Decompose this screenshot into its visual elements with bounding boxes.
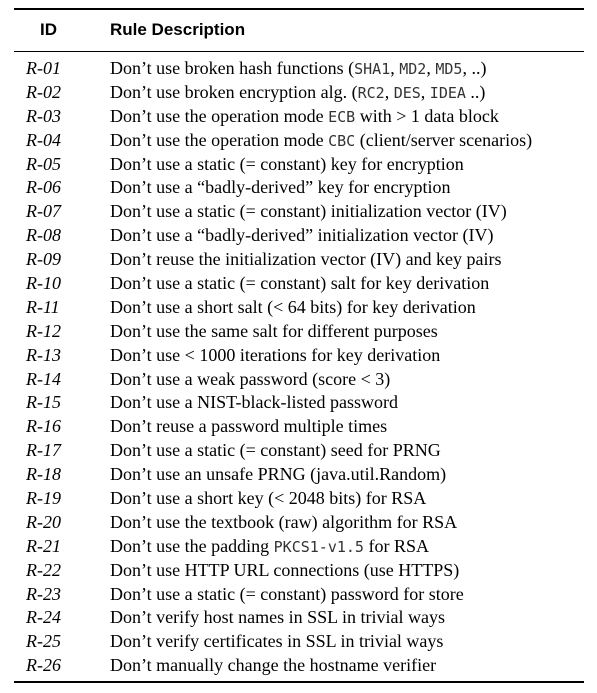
description-text: Don’t reuse a password multiple times [110, 416, 388, 437]
rule-description [108, 83, 584, 101]
rule-description [108, 489, 584, 507]
rule-description [108, 585, 584, 603]
description-text: Don’t use a static (= constant) initialization vector (IV) [110, 201, 507, 222]
description-text: Don’t use HTTP URL connections (use HTTPS) [110, 559, 460, 580]
rule-id: R-22 [26, 559, 61, 580]
description-text: , [420, 81, 430, 102]
code-term: ECB [328, 107, 356, 126]
description-text: Don’t use the operation mode [110, 129, 329, 150]
table-row [14, 80, 584, 104]
description-text: Don’t reuse the initialization vector (IV) and key pairs [110, 249, 502, 270]
code-term: PKCS1-v1.5 [273, 537, 364, 556]
table-row [14, 199, 584, 223]
table-row [14, 319, 584, 343]
description-text: with > 1 data block [355, 105, 499, 126]
rule-description [108, 178, 584, 196]
table-header [14, 10, 584, 50]
rule-id: R-01 [26, 57, 61, 78]
rule-id: R-24 [26, 607, 61, 628]
rule-description [108, 370, 584, 388]
rule-id: R-11 [26, 296, 60, 317]
rule-description [108, 202, 584, 220]
rule-id: R-09 [26, 249, 61, 270]
rule-id: R-18 [26, 464, 61, 485]
description-text: Don’t use the operation mode [110, 105, 329, 126]
rule-id: R-06 [26, 177, 61, 198]
description-text: Don’t use a short key (< 2048 bits) for RSA [110, 487, 427, 508]
rule-id: R-02 [26, 81, 61, 102]
table-row [14, 152, 584, 176]
rule-description [108, 608, 584, 626]
code-term: SHA1 [354, 59, 391, 78]
code-term: MD2 [399, 59, 427, 78]
description-text: Don’t use the padding [110, 535, 274, 556]
table-row [14, 414, 584, 438]
table-row [14, 629, 584, 653]
table-row [14, 56, 584, 80]
rule-description [108, 250, 584, 268]
rule-id: R-20 [26, 511, 61, 532]
table-row [14, 367, 584, 391]
description-text: Don’t use broken encryption alg. ( [110, 81, 358, 102]
description-text: , [384, 81, 394, 102]
table-row [14, 462, 584, 486]
rules-table [14, 8, 584, 683]
description-text: Don’t use an unsafe PRNG (java.util.Random) [110, 464, 447, 485]
rule-description [108, 322, 584, 340]
rule-description [108, 59, 584, 77]
description-text: Don’t use a static (= constant) key for encryption [110, 153, 464, 174]
rule-description [108, 346, 584, 364]
table-row [14, 510, 584, 534]
rule-description [108, 537, 584, 555]
table-row [14, 175, 584, 199]
rule-id: R-25 [26, 631, 61, 652]
rule-id: R-23 [26, 583, 61, 604]
description-text: Don’t use a “badly-derived” key for encryption [110, 177, 451, 198]
rule-description [108, 226, 584, 244]
rule-description [108, 393, 584, 411]
rule-id: R-17 [26, 440, 61, 461]
table-row [14, 247, 584, 271]
description-text: ..) [465, 81, 486, 102]
rule-description [108, 298, 584, 316]
description-text: , ..) [462, 57, 487, 78]
description-text: Don’t use a short salt (< 64 bits) for key derivation [110, 296, 476, 317]
description-text: Don’t manually change the hostname verifier [110, 655, 437, 676]
rule-id: R-08 [26, 225, 61, 246]
rule-id: R-05 [26, 153, 61, 174]
description-text: Don’t use a static (= constant) salt for key derivation [110, 272, 490, 293]
description-text: Don’t use a NIST-black-listed password [110, 392, 398, 413]
table-row [14, 104, 584, 128]
rule-id: R-14 [26, 368, 61, 389]
description-text: , [426, 57, 436, 78]
rule-description [108, 632, 584, 650]
table-row [14, 295, 584, 319]
description-text: Don’t use a static (= constant) password for store [110, 583, 464, 604]
description-text: Don’t verify host names in SSL in trivial ways [110, 607, 445, 628]
rule-id: R-12 [26, 320, 61, 341]
table-row [14, 343, 584, 367]
rule-description [108, 274, 584, 292]
table-row [14, 653, 584, 677]
rule-description [108, 441, 584, 459]
description-text: Don’t use the same salt for different purposes [110, 320, 438, 341]
header-id: ID [40, 20, 57, 39]
table-body [14, 52, 584, 681]
rule-description [108, 107, 584, 125]
header-description: Rule Description [110, 20, 246, 39]
description-text: Don’t use the textbook (raw) algorithm for RSA [110, 511, 458, 532]
code-term: DES [393, 83, 421, 102]
rule-description [108, 131, 584, 149]
table-row [14, 390, 584, 414]
rule-id: R-03 [26, 105, 61, 126]
table-row [14, 558, 584, 582]
description-text: Don’t use < 1000 iterations for key derivation [110, 344, 441, 365]
rule-description [108, 155, 584, 173]
rule-description [108, 513, 584, 531]
table-row [14, 534, 584, 558]
rule-id: R-07 [26, 201, 61, 222]
rule-id: R-04 [26, 129, 61, 150]
description-text: (client/server scenarios) [355, 129, 533, 150]
description-text: Don’t use a weak password (score < 3) [110, 368, 391, 389]
rule-description [108, 656, 584, 674]
rule-description [108, 417, 584, 435]
code-term: IDEA [429, 83, 466, 102]
code-term: CBC [328, 131, 356, 150]
description-text: , [390, 57, 400, 78]
code-term: MD5 [435, 59, 463, 78]
table-row [14, 223, 584, 247]
description-text: Don’t use broken hash functions ( [110, 57, 355, 78]
table-row [14, 486, 584, 510]
table-row [14, 438, 584, 462]
description-text: Don’t use a “badly-derived” initialization vector (IV) [110, 225, 494, 246]
description-text: Don’t use a static (= constant) seed for PRNG [110, 440, 441, 461]
table-row [14, 128, 584, 152]
rule-id: R-21 [26, 535, 61, 556]
rule-id: R-13 [26, 344, 61, 365]
rule-id: R-26 [26, 655, 61, 676]
rule-id: R-16 [26, 416, 61, 437]
description-text: Don’t verify certificates in SSL in trivial ways [110, 631, 444, 652]
code-term: RC2 [357, 83, 385, 102]
table-row [14, 271, 584, 295]
table-row [14, 582, 584, 606]
table-row [14, 605, 584, 629]
rule-id: R-10 [26, 272, 61, 293]
bottom-rule [14, 681, 584, 683]
rule-description [108, 561, 584, 579]
description-text: for RSA [363, 535, 429, 556]
rule-id: R-15 [26, 392, 61, 413]
rule-id: R-19 [26, 487, 61, 508]
rule-description [108, 465, 584, 483]
